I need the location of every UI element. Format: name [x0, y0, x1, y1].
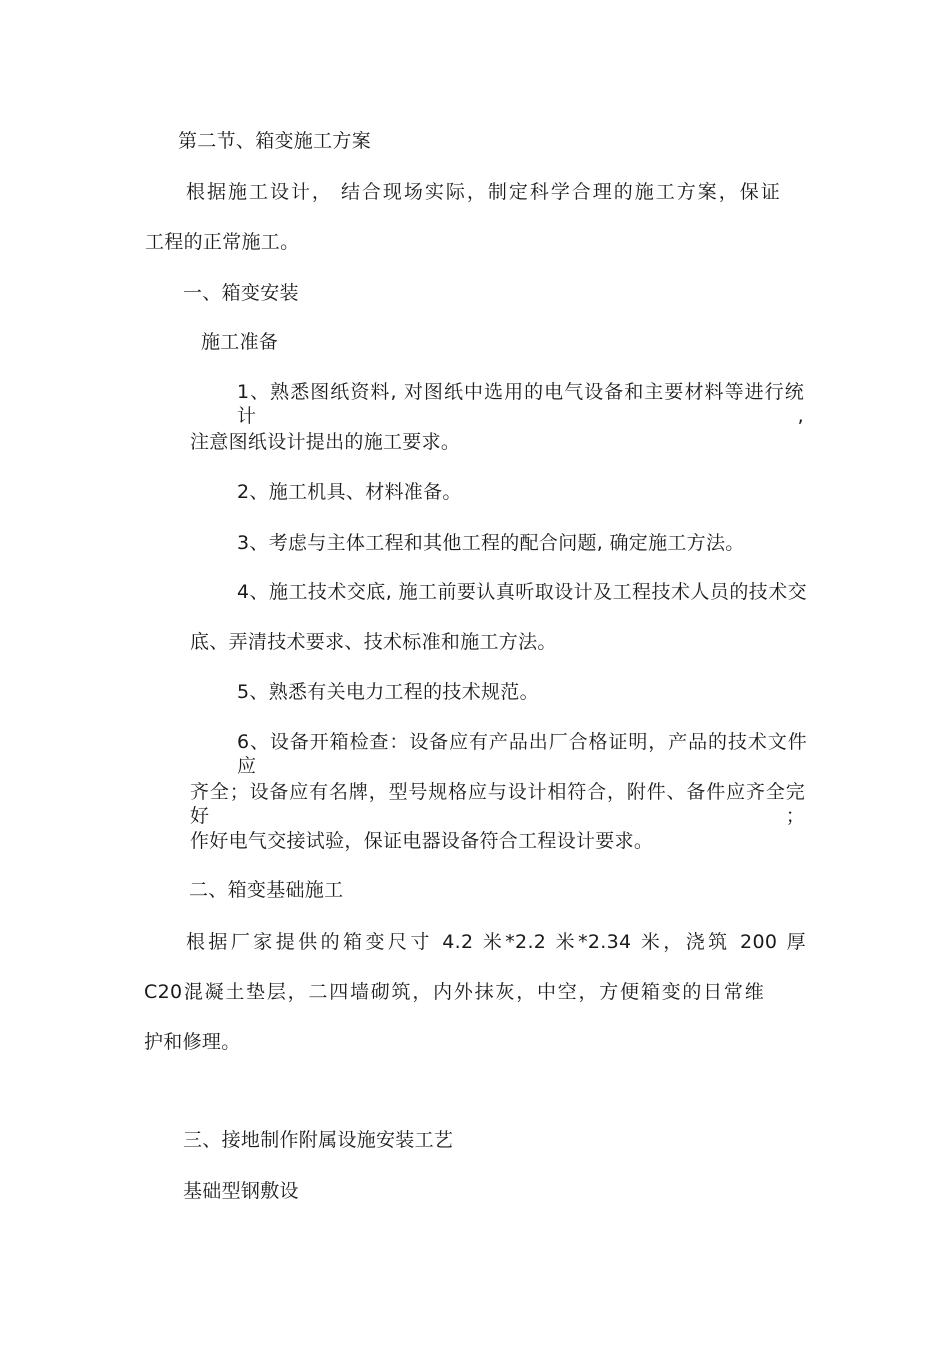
part1-subheading: 施工准备: [201, 331, 279, 353]
part3-subheading: 基础型钢敷设: [183, 1180, 299, 1202]
part2-para-line-1: 根据厂家提供的箱变尺寸 4.2 米*2.2 米*2.34 米，浇筑 200 厚: [186, 931, 806, 953]
intro-line-2: 工程的正常施工。: [145, 231, 300, 253]
item1-line-2: 注意图纸设计提出的施工要求。: [190, 431, 461, 453]
intro-line-1: 根据施工设计， 结合现场实际，制定科学合理的施工方案，保证: [186, 181, 780, 203]
item3: 3、考虑与主体工程和其他工程的配合问题, 确定施工方法。: [237, 532, 745, 554]
item1-line-1: 1、熟悉图纸资料, 对图纸中选用的电气设备和主要材料等进行统计,: [237, 381, 804, 427]
item6-line-2: 齐全；设备应有名牌，型号规格应与设计相符合，附件、备件应齐全完好；: [190, 781, 805, 827]
item6-line-1: 6、设备开箱检查：设备应有产品出厂合格证明，产品的技术文件应: [237, 731, 807, 777]
part2-heading: 二、箱变基础施工: [189, 879, 344, 901]
item6-line-3: 作好电气交接试验，保证电器设备符合工程设计要求。: [190, 830, 654, 852]
item4-line-2: 底、弄清技术要求、技术标准和施工方法。: [190, 631, 557, 653]
section-title: 第二节、箱变施工方案: [178, 130, 372, 152]
item5: 5、熟悉有关电力工程的技术规范。: [237, 681, 539, 703]
part2-para-line-3: 护和修理。: [144, 1031, 241, 1053]
item2: 2、施工机具、材料准备。: [237, 481, 462, 503]
item4-line-1: 4、施工技术交底, 施工前要认真听取设计及工程技术人员的技术交: [237, 581, 807, 603]
part3-heading: 三、接地制作附属设施安装工艺: [183, 1129, 454, 1151]
part2-para-line-2: C20混凝土垫层，二四墙砌筑，内外抹灰，中空，方便箱变的日常维: [144, 981, 764, 1003]
part1-heading: 一、箱变安装: [183, 282, 299, 304]
